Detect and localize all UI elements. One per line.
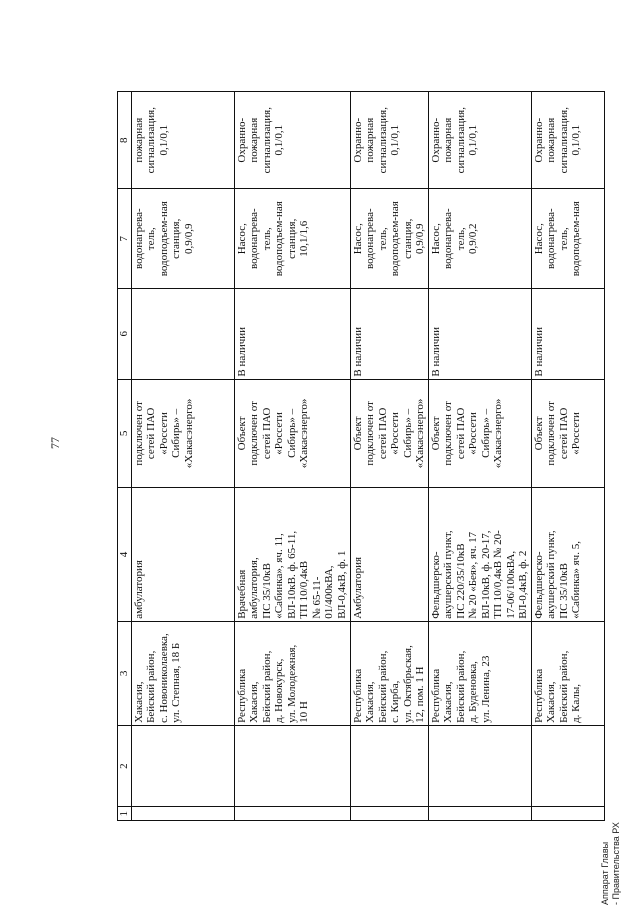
cell-text-line: 17-06/100кВА, (504, 550, 517, 619)
header-row (118, 92, 132, 821)
cell-text-line: ВЛ-10кВ, ф. 20-17, (479, 530, 492, 619)
cell-text-line: Объект (429, 416, 442, 451)
cell-col-3 (234, 621, 350, 725)
page-number: 77 (48, 437, 62, 449)
cell-col-2 (531, 725, 604, 807)
cell-text-line: Фельдшерско- (532, 551, 545, 619)
cell-text-line: В наличии (351, 326, 364, 377)
cell-text-line: Бейский район, (145, 650, 157, 723)
cell-text-line: водоподъем-ная (273, 201, 285, 277)
rotated-table-container (117, 91, 582, 821)
cell-text-line: Насос, (532, 223, 545, 255)
cell-text-line: водоподъем-ная (389, 201, 401, 277)
cell-text-line: № 65-11- (310, 576, 323, 619)
cell-text-line: сигнализация, (376, 107, 389, 174)
cell-text-line: амбулатория, (248, 557, 260, 619)
cell-text-line: Охранно- (235, 117, 248, 163)
cell-col-4 (531, 488, 604, 622)
cell-text-line: ВЛ-0,4кВ, ф. 2 (517, 550, 529, 619)
cell-col-8 (234, 92, 350, 189)
cell-col-4 (131, 488, 234, 622)
cell-text-line: ПС 35/10кВ (557, 563, 570, 619)
cell-text-line: пожарная (132, 117, 145, 163)
cell-col-2 (131, 725, 234, 807)
facilities-table (117, 91, 605, 821)
cell-text-line: ул. Степная, 18 Б (170, 642, 182, 723)
cell-col-5 (531, 379, 604, 488)
cell-text-line: ТП 10/0,4кВ (298, 560, 310, 619)
cell-text-line: водоподъем-ная (570, 201, 582, 277)
cell-col-1 (350, 807, 428, 821)
cell-text-line: № 20 «Бея», яч. 17 (467, 531, 479, 619)
cell-text-line: Хакасия, (364, 681, 376, 723)
cell-text-line: сетей ПАО (376, 407, 389, 460)
cell-text-line: «Россети (467, 412, 479, 455)
cell-text-line: 0,9/0,2 (467, 223, 479, 254)
cell-text-line: Насос, (235, 223, 248, 255)
table-row (131, 92, 234, 821)
cell-text-line: Хакасия, (132, 681, 145, 723)
cell-text-line: тель, (260, 227, 273, 251)
stamp-line-2: - Правительства РХ (611, 822, 621, 905)
cell-text-line: ул. Ленина, 23 (479, 655, 492, 723)
cell-text-line: Сибирь» – (170, 408, 182, 458)
cell-col-6 (234, 289, 350, 380)
cell-col-8 (131, 92, 234, 189)
cell-text-line: водонагрева- (442, 208, 454, 270)
cell-text-line: Объект (351, 416, 364, 451)
cell-text-line: Объект (235, 416, 248, 451)
header-col-7: 7 (118, 189, 132, 289)
cell-col-2 (234, 725, 350, 807)
cell-text-line: водоподъем-ная (157, 201, 170, 277)
cell-text-line: сетей ПАО (454, 407, 467, 460)
cell-text-line: водонагрева- (364, 208, 376, 270)
cell-text-line: пожарная (248, 117, 260, 163)
cell-text-line: «Хакасэнерго» (414, 398, 426, 469)
cell-col-2 (350, 725, 428, 807)
cell-text-line: 01/400кВА, (323, 565, 335, 619)
cell-text-line: тель, (145, 227, 157, 251)
cell-text-line: 0,1/0,1 (389, 124, 401, 156)
cell-text-line: Врачебная (235, 569, 248, 619)
cell-text-line: Республика (235, 668, 248, 723)
table-row (350, 92, 428, 821)
cell-text-line: Хакасия, (248, 681, 260, 723)
cell-text-line: «Россети (570, 412, 582, 455)
cell-col-1 (531, 807, 604, 821)
cell-text-line: д. Новокурск, (273, 658, 285, 723)
cell-text-line: «Россети (273, 412, 285, 455)
cell-text-line: ВЛ-0,4кВ, ф. 1 (335, 550, 348, 619)
cell-text-line: тель, (557, 227, 570, 251)
cell-col-3 (531, 621, 604, 725)
cell-text-line: Сибирь» – (401, 408, 414, 458)
cell-col-7 (131, 189, 234, 289)
header-col-8: 8 (118, 92, 132, 189)
table-row (531, 92, 604, 821)
cell-text-line: ПС 35/10кВ (260, 563, 273, 619)
cell-text-line: Амбулатория (351, 556, 364, 619)
cell-text-line: Сибирь» – (285, 408, 298, 458)
cell-text-line: Бейский район, (260, 650, 273, 723)
cell-col-5 (350, 379, 428, 488)
cell-col-7 (350, 189, 428, 289)
cell-text-line: 0,1/0,1 (273, 124, 285, 156)
cell-col-7 (428, 189, 531, 289)
cell-text-line: пожарная (442, 117, 454, 163)
cell-col-2 (428, 725, 531, 807)
cell-col-4 (428, 488, 531, 622)
cell-col-5 (234, 379, 350, 488)
cell-text-line: сигнализация, (557, 107, 570, 174)
cell-col-4 (350, 488, 428, 622)
cell-text-line: ул. Октябрьская, (401, 645, 414, 723)
cell-text-line: Фельдшерско- (429, 551, 442, 619)
cell-col-8 (531, 92, 604, 189)
cell-text-line: акушерский пункт, (442, 530, 454, 619)
cell-text-line: «Россети (157, 412, 170, 455)
cell-text-line: Охранно- (532, 117, 545, 163)
cell-text-line: подключен от (364, 401, 376, 466)
cell-text-line: Республика (351, 668, 364, 723)
cell-col-7 (531, 189, 604, 289)
cell-text-line: Хакасия, (545, 681, 557, 723)
cell-text-line: амбулатория (132, 560, 145, 619)
cell-text-line: сетей ПАО (145, 407, 157, 460)
header-col-2: 2 (118, 725, 132, 807)
cell-text-line: д. Буденовка, (467, 661, 479, 723)
cell-text-line: 12, пом. 1 Н (414, 666, 426, 723)
cell-col-3 (131, 621, 234, 725)
cell-col-6 (428, 289, 531, 380)
cell-text-line: Бейский район, (454, 650, 467, 723)
cell-text-line: Объект (532, 416, 545, 451)
cell-col-4 (234, 488, 350, 622)
cell-col-8 (350, 92, 428, 189)
cell-text-line: тель, (454, 227, 467, 251)
header-col-1: 1 (118, 807, 132, 821)
cell-text-line: Республика (532, 668, 545, 723)
cell-text-line: водонагрева- (248, 208, 260, 270)
cell-text-line: Хакасия, (442, 681, 454, 723)
cell-text-line: 10 Н (298, 701, 310, 723)
cell-text-line: подключен от (248, 401, 260, 466)
cell-text-line: д. Калы, (570, 684, 582, 723)
cell-text-line: акушерский пункт, (545, 530, 557, 619)
cell-text-line: Насос, (351, 223, 364, 255)
cell-col-5 (428, 379, 531, 488)
cell-text-line: «Хакасэнерго» (298, 398, 310, 469)
cell-text-line: станция, (285, 218, 298, 259)
header-col-3: 3 (118, 621, 132, 725)
header-col-4: 4 (118, 488, 132, 622)
cell-col-5 (131, 379, 234, 488)
cell-text-line: «Сабинка» яч. 5, (570, 541, 582, 619)
cell-text-line: «Хакасэнерго» (492, 398, 504, 469)
cell-col-8 (428, 92, 531, 189)
cell-text-line: ПС 220/35/10кВ (454, 543, 467, 619)
header-col-6: 6 (118, 289, 132, 380)
cell-text-line: 0,1/0,1 (157, 124, 170, 156)
cell-text-line: с. Новониколаевка, (157, 633, 170, 723)
cell-col-7 (234, 189, 350, 289)
table-row (428, 92, 531, 821)
cell-text-line: 0,9/0,9 (414, 223, 426, 254)
cell-text-line: сигнализация, (145, 107, 157, 174)
cell-col-1 (131, 807, 234, 821)
cell-text-line: пожарная (545, 117, 557, 163)
cell-col-6 (350, 289, 428, 380)
cell-text-line: «Россети (389, 412, 401, 455)
cell-text-line: «Сабинка», яч. 11, (273, 533, 285, 619)
cell-text-line: станция, (170, 218, 182, 259)
cell-text-line: Охранно- (429, 117, 442, 163)
cell-text-line: сигнализация, (454, 107, 467, 174)
cell-text-line: 10,1/1,6 (298, 220, 310, 257)
cell-col-6 (131, 289, 234, 380)
cell-text-line: водонагрева- (545, 208, 557, 270)
header-col-5: 5 (118, 379, 132, 488)
stamp-line-1: Аппарат Главы (600, 841, 610, 905)
cell-text-line: подключен от (442, 401, 454, 466)
cell-text-line: подключен от (132, 401, 145, 466)
cell-text-line: подключен от (545, 401, 557, 466)
cell-text-line: Бейский район, (557, 650, 570, 723)
cell-text-line: тель, (376, 227, 389, 251)
cell-text-line: Бейский район, (376, 650, 389, 723)
cell-text-line: Насос, (429, 223, 442, 255)
registry-stamp (600, 822, 622, 905)
cell-col-3 (428, 621, 531, 725)
cell-text-line: сетей ПАО (260, 407, 273, 460)
cell-text-line: пожарная (364, 117, 376, 163)
cell-text-line: 0,1/0,1 (570, 124, 582, 156)
table-row (234, 92, 350, 821)
cell-text-line: станция, (401, 218, 414, 259)
cell-text-line: сигнализация, (260, 107, 273, 174)
cell-col-3 (350, 621, 428, 725)
cell-text-line: Сибирь» – (479, 408, 492, 458)
cell-text-line: ТП 10/0,4кВ № 20- (492, 530, 504, 619)
cell-text-line: В наличии (532, 326, 545, 377)
cell-text-line: с. Кирба, (389, 680, 401, 723)
cell-text-line: 0,1/0,1 (467, 124, 479, 156)
cell-text-line: сетей ПАО (557, 407, 570, 460)
cell-text-line: водонагрева- (132, 208, 145, 270)
cell-text-line: «Хакасэнерго» (182, 398, 195, 469)
cell-col-1 (428, 807, 531, 821)
cell-text-line: Республика (429, 668, 442, 723)
cell-text-line: В наличии (429, 326, 442, 377)
cell-text-line: ул. Молодежная, (285, 644, 298, 723)
cell-text-line: ВЛ-10кВ. ф. 65-11, (285, 530, 298, 619)
cell-text-line: В наличии (235, 326, 248, 377)
cell-text-line: 0,9/0,9 (182, 223, 195, 254)
cell-col-6 (531, 289, 604, 380)
cell-col-1 (234, 807, 350, 821)
cell-text-line: Охранно- (351, 117, 364, 163)
